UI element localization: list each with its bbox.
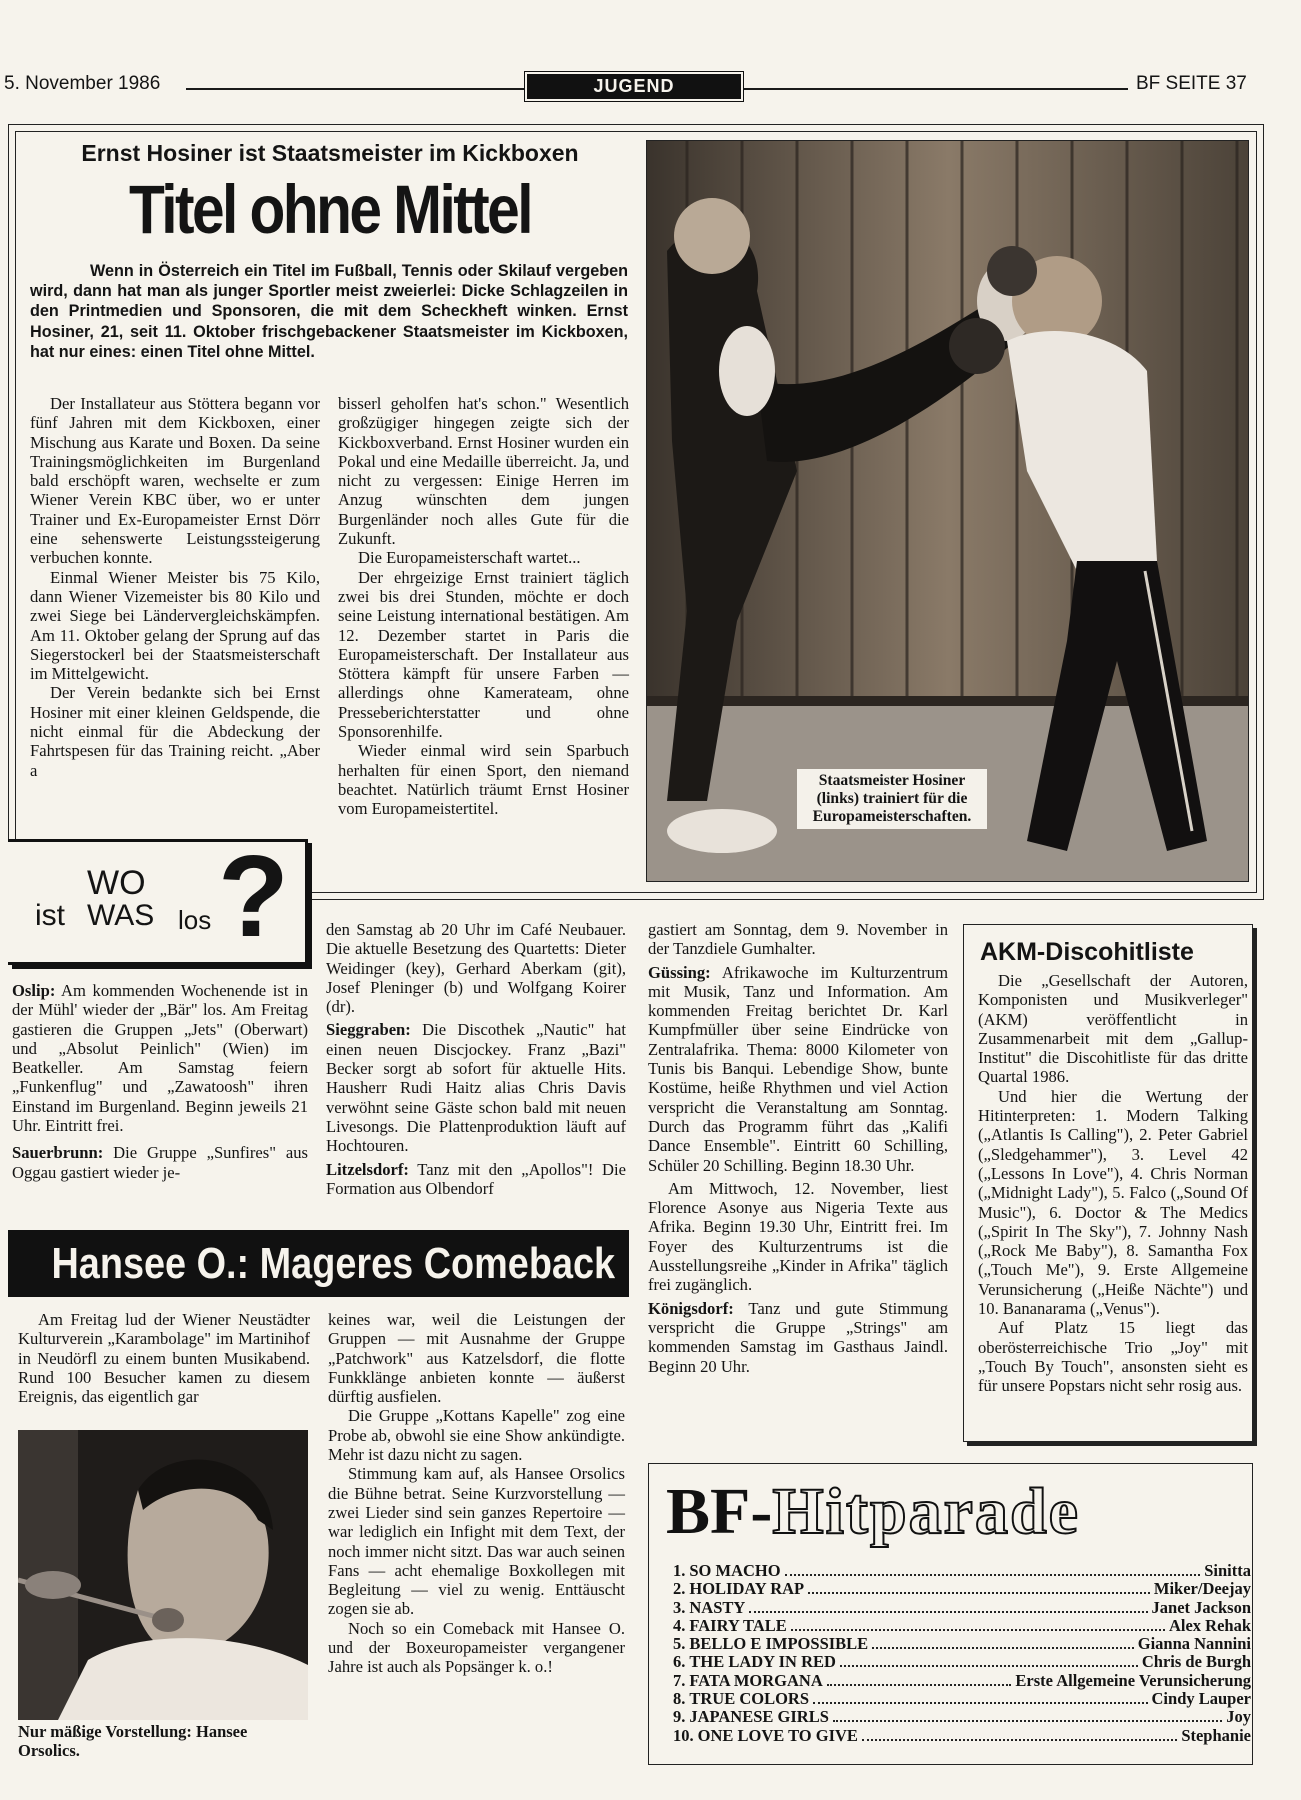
ist-label: ist xyxy=(35,899,65,932)
page-number: BF SEITE 37 xyxy=(1136,73,1247,94)
kickbox-col2-para: Der ehrgeizige Ernst trainiert täglich zwei bis drei Stunden, möchte er doch seine Leistung international bestätigen. Am 12. Dezember startet in Paris die Europameisterschaft. Der Installateur aus Stöttera kämpft für unsere Farben — allerdings ohne Kamerateam, ohne Presseberichterstatter und ohne Sponsorenhilfe. xyxy=(338,567,629,742)
kickbox-col1-para: Der Installateur aus Stöttera begann vor fünf Jahren mit dem Kickboxen, einer Mischung aus Karate und Boxen. Da seine Trainingsmöglichkeiten im Burgenland bald erschöpft waren, wechselte er zum Wiener Verein KBC über, wo er unter Trainer und Ex-Europameister Ernst Dörr eine sehenswerte Leistungssteigerung verbuchen konnte. xyxy=(30,394,320,568)
hitparade-rank: 4. xyxy=(673,1615,686,1635)
hitparade-leader-dots xyxy=(862,1739,1177,1741)
hitparade-song-title: BELLO E IMPOSSIBLE xyxy=(689,1634,869,1654)
wo-entry-place: Güssing: xyxy=(648,962,711,982)
hansee-para: Die Gruppe „Kottans Kapelle" zog eine Probe ab, obwohl sie eine Show ankündigte. Mehr ist dazu nicht zu sagen. xyxy=(328,1406,625,1465)
hitparade-leader-dots xyxy=(791,1629,1165,1631)
wo-entry-place: Sieggraben: xyxy=(326,1020,411,1040)
kickbox-column-2 xyxy=(338,394,629,819)
section-label: JUGEND xyxy=(527,74,741,99)
hitparade-leader-dots xyxy=(840,1665,1138,1667)
wo-entry-text: Die Discothek „Nautic" hat einen neuen Discjockey. Franz „Bazi" Becker sorgt ab sofort für aktuelle Hits. Hausherr Rudi Haitz alias Chris Davis verwöhnt seine Gäste schon bald mit neuen Livesongs. Die Plattenproduktion läuft auf Hochtouren. xyxy=(326,1020,626,1156)
hitparade-artist: Sinitta xyxy=(1204,1561,1251,1580)
kickbox-col2-para: Wieder einmal wird sein Sparbuch herhalten für einen Sport, den niemand beachtet. Natürlich träumt Ernst Hosiner vom Europameistertitel. xyxy=(338,741,629,819)
wo-entry-text: Tanz und gute Stimmung verspricht die Gruppe „Strings" am kommenden Samstag im Gasthaus Jaindl. Beginn 20 Uhr. xyxy=(648,1298,948,1376)
hansee-photo-art xyxy=(18,1430,308,1720)
hitparade-leader-dots xyxy=(813,1702,1147,1704)
hitparade-leader-dots xyxy=(808,1592,1150,1594)
hitparade-artist: Joy xyxy=(1226,1707,1251,1727)
hitparade-leader-dots xyxy=(827,1684,1012,1686)
akm-para: Die „Gesellschaft der Autoren, Komponisten und Musikverleger" (AKM) veröffentlicht in Zusammenarbeit mit dem „Gallup-Institut" die Discohitliste für das dritte Quartal 1986. xyxy=(978,971,1248,1087)
hansee-column-2 xyxy=(328,1310,625,1677)
kickbox-photo xyxy=(646,140,1249,882)
wo-column-1 xyxy=(12,981,308,1182)
hansee-column-1 xyxy=(18,1310,310,1406)
hitparade-leader-dots xyxy=(749,1611,1147,1613)
wo-ist-was-los-box xyxy=(8,831,308,965)
los-label: los xyxy=(178,905,212,935)
kickbox-headline: Titel ohne Mittel xyxy=(129,171,531,248)
hitparade-artist: Chris de Burgh xyxy=(1141,1652,1251,1672)
hitparade-artist: Gianna Nannini xyxy=(1137,1634,1251,1654)
kickbox-col1-para: Einmal Wiener Meister bis 75 Kilo, dann Wiener Vizemeister bis 80 Kilo und zwei Siege bei Ländervergleichskämpfen. Am 11. Oktober gelang der Sprung auf das Siegerstockerl bei der Staatsmeisterschaft im Mittelgewicht. xyxy=(30,567,320,684)
hitparade-artist: Janet Jackson xyxy=(1151,1597,1251,1617)
wo-entry xyxy=(326,920,626,1016)
hitparade-artist: Erste Allgemeine Verunsicherung xyxy=(1015,1670,1251,1690)
wo-entry-place: Sauerbrunn: xyxy=(12,1143,104,1163)
hitparade-title xyxy=(666,1474,1246,1550)
wo-entry-place: Oslip: xyxy=(12,981,56,1000)
wo-entry-text: Am Mittwoch, 12. November, liest Florence Asonye aus Nigeria Texte aus Afrika. Beginn 19.30 Uhr, Eintritt frei. Im Foyer des Kulturzentrums ist die Ausstellungsreihe „Kinder in Afrika" täglich frei zugänglich. xyxy=(648,1178,948,1295)
question-mark-icon: ? xyxy=(218,831,289,961)
hitparade-row xyxy=(673,1598,1251,1616)
hitparade-row xyxy=(673,1689,1251,1707)
wo-entry-text: den Samstag ab 20 Uhr im Café Neubauer. Die aktuelle Besetzung des Quartetts: Dieter Weidinger (key), Gerhard Aberkam (git), Josef Pleninger (b) und Wolfgang Koirer (dr). xyxy=(326,920,626,1017)
hitparade-row xyxy=(673,1579,1251,1597)
hitparade-rank: 10. xyxy=(673,1725,694,1745)
hansee-para: Noch so ein Comeback mit Hansee O. und der Boxeuropameister vergangener Jahre ist auch als Popsänger k. o.! xyxy=(328,1618,625,1677)
hitparade-row xyxy=(673,1616,1251,1634)
hitparade-title-dash: - xyxy=(750,1475,773,1548)
section-box xyxy=(524,71,744,102)
akm-para: Auf Platz 15 liegt das oberösterreichische Trio „Joy" mit „Touch By Touch", ansonsten sieht es für unsere Popstars nicht sehr rosig aus. xyxy=(978,1318,1248,1396)
hitparade-song-title: SO MACHO xyxy=(689,1561,781,1580)
wo-entry xyxy=(648,963,948,1175)
wo-entry-text: gastiert am Sonntag, dem 9. November in der Tanzdiele Gumhalter. xyxy=(648,920,948,959)
akm-para: Und hier die Wertung der Hitinterpreten: 1. Modern Talking („Atlantis Is Calling"), 2. Peter Gabriel („Sledgehammer"), 3. Level 42 („Lessons In Love"), 4. Chris Norman („Midnight Lady"), 5. Falco („Sound Of Music"), 6. Doctor & The Medics („Spirit In The Sky"), 7. Johnny Nash („Rock Me Baby"), 8. Samantha Fox („Touch Me"), 9. Erste Allgemeine Verunsicherung („Heiße Nächte") und 10. Bananarama („Venus"). xyxy=(978,1086,1248,1319)
hitparade-title-bf: BF xyxy=(666,1475,751,1548)
kickbox-column-1 xyxy=(30,394,320,780)
hitparade-row xyxy=(673,1634,1251,1652)
hitparade-rank: 5. xyxy=(673,1634,686,1654)
wo-entry-text: Am kommenden Wochenende ist in der Mühl' wieder der „Bär" los. Am Freitag gastieren die Gruppen „Jets" (Oberwart) und „Absolut Peinlich" (Wien) im Beatkeller. Am Samstag feiern „Funkenflug" und „Zawatoosh" ihren Einstand im Burgenland. Beginn jeweils 21 Uhr. Eintritt frei. xyxy=(12,981,308,1136)
wo-entry-text: Die Gruppe „Sunfires" aus Oggau gastiert wieder je- xyxy=(12,1143,308,1182)
hitparade-artist: Alex Rehak xyxy=(1168,1615,1251,1635)
wo-column-2 xyxy=(326,920,626,1198)
hitparade-leader-dots xyxy=(872,1647,1134,1649)
wo-entry xyxy=(12,981,308,1135)
wo-label: WO xyxy=(87,864,146,902)
hitparade-rank: 1. xyxy=(673,1561,686,1580)
kickbox-col2-para: Die Europameisterschaft wartet... xyxy=(358,548,581,568)
kickbox-lead: Wenn in Österreich ein Titel im Fußball, Tennis oder Skilauf vergeben wird, dann hat man als junger Sportler meist zweierlei: Dicke Schlagzeilen in den Printmedien und Sponsoren, die mit dem Scheckheft winken. Ernst Hosiner, 21, seit 11. Oktober frischgebackener Staatsmeister im Kickboxen, hat nur eines: einen Titel ohne Mittel. xyxy=(30,262,628,361)
hitparade-leader-dots xyxy=(833,1720,1222,1722)
hitparade-title-rest: Hitparade xyxy=(772,1475,1080,1548)
hansee-para: Am Freitag lud der Wiener Neustädter Kulturverein „Karambolage" im Martinihof in Neudörfl zu einem bunten Musikabend. Rund 100 Besucher kamen zu diesem Ereignis, das eigentlich gar xyxy=(18,1310,310,1407)
hitparade-song-title: TRUE COLORS xyxy=(689,1689,810,1709)
wo-entry-place: Litzelsdorf: xyxy=(326,1159,409,1179)
hansee-photo xyxy=(18,1430,308,1720)
hitparade-row xyxy=(673,1707,1251,1725)
hitparade-artist: Cindy Lauper xyxy=(1151,1689,1251,1709)
hansee-photo-caption: Nur mäßige Vorstellung: Hansee Orsolics. xyxy=(18,1722,248,1760)
hitparade-row xyxy=(673,1561,1251,1579)
was-label: WAS xyxy=(87,899,155,932)
hitparade-rank: 7. xyxy=(673,1670,686,1690)
wo-entry xyxy=(12,1143,308,1182)
hitparade-rank: 2. xyxy=(673,1579,686,1599)
hitparade-song-title: FAIRY TALE xyxy=(689,1615,787,1635)
akm-body xyxy=(978,971,1248,1396)
hansee-para: Stimmung kam auf, als Hansee Orsolics die Bühne betrat. Seine Kurzvorstellung — zwei Lieder sind sein ganzes Repertoire — war lediglich ein Infight mit dem Text, der noch immer nicht sitzt. Das war auch seinen Fans — acht ehemalige Boxkollegen mit Begleitung — viel zu wenig. Enttäuscht zogen sie ab. xyxy=(328,1464,625,1619)
wo-entry-text: Tanz mit den „Apollos"! Die Formation aus Olbendorf xyxy=(326,1159,626,1198)
hitparade-song-title: ONE LOVE TO GIVE xyxy=(697,1725,858,1745)
hitparade-song-title: NASTY xyxy=(689,1597,746,1617)
wo-entry-place: Königsdorf: xyxy=(648,1298,734,1318)
wo-entry xyxy=(648,1299,948,1376)
hitparade-song-title: THE LADY IN RED xyxy=(689,1652,836,1672)
kickbox-col2-para: bisserl geholfen hat's schon." Wesentlich großzügiger hingegen zeigte sich der Kickboxverband. Ernst Hosiner wurden ein Pokal und eine Medaille überreicht. Ja, und nicht zu vergessen: Einige Herren im Anzug wünschten dem jungen Burgenländer noch alles Gute für die Zukunft. xyxy=(338,394,629,549)
kickbox-kicker: Ernst Hosiner ist Staatsmeister im Kickboxen xyxy=(81,140,579,166)
header-rule-left xyxy=(186,88,524,90)
hitparade-leader-dots xyxy=(785,1574,1201,1576)
hitparade-song-title: HOLIDAY RAP xyxy=(689,1579,805,1599)
header-rule-right xyxy=(744,88,1128,90)
hitparade-rank: 6. xyxy=(673,1652,686,1672)
akm-title: AKM-Discohitliste xyxy=(980,938,1194,966)
kickbox-photo-caption: Staatsmeister Hosiner (links) trainiert für die Europameisterschaften. xyxy=(797,769,987,829)
hitparade-rank: 9. xyxy=(673,1707,686,1727)
hitparade-rank: 8. xyxy=(673,1689,686,1709)
issue-date: 5. November 1986 xyxy=(4,73,161,94)
wo-column-3 xyxy=(648,920,948,1376)
kickbox-col1-para: Der Verein bedankte sich bei Ernst Hosiner mit einer kleinen Geldspende, die nicht einmal für die Abdeckung der Fahrtspesen für das Training reicht. „Aber a xyxy=(30,683,320,780)
wo-entry xyxy=(648,920,948,959)
hansee-para: keines war, weil die Leistungen der Gruppen — mit Ausnahme der Gruppe „Patchwork" aus Katzelsdorf, die flotte Funkklänge anbieten konnte — äußerst dürftig ausfielen. xyxy=(328,1310,625,1407)
hansee-headline: Hansee O.: Mageres Comeback xyxy=(51,1239,616,1288)
hitparade-row xyxy=(673,1652,1251,1670)
wo-entry-text: Afrikawoche im Kulturzentrum mit Musik, Tanz und Information. Am kommenden Freitag berichtet Dr. Karl Kumpfmüller über seine Eindrücke von Zentralafrika. Thema: 8000 Kilometer von Tunis bis Banqui. Lebendige Show, bunte Kostüme, heiße Rhythmen und viel Action verspricht die Veranstaltung am Sonntag. Durch das Programm führt das „Kalifi Dance Ensemble". Eintritt 60 Schilling, Schüler 20 Schilling. Beginn 18.30 Uhr. xyxy=(648,962,948,1175)
hitparade-list xyxy=(673,1561,1251,1744)
hitparade-song-title: JAPANESE GIRLS xyxy=(689,1707,829,1727)
hitparade-row xyxy=(673,1726,1251,1744)
hitparade-row xyxy=(673,1671,1251,1689)
wo-entry xyxy=(326,1020,626,1155)
hitparade-rank: 3. xyxy=(673,1597,686,1617)
hansee-headline-bar xyxy=(8,1230,629,1297)
hitparade-song-title: FATA MORGANA xyxy=(689,1670,823,1690)
hitparade-artist: Miker/Deejay xyxy=(1153,1579,1251,1599)
wo-entry xyxy=(648,1179,948,1295)
hitparade-artist: Stephanie xyxy=(1181,1725,1251,1745)
wo-entry xyxy=(326,1160,626,1199)
